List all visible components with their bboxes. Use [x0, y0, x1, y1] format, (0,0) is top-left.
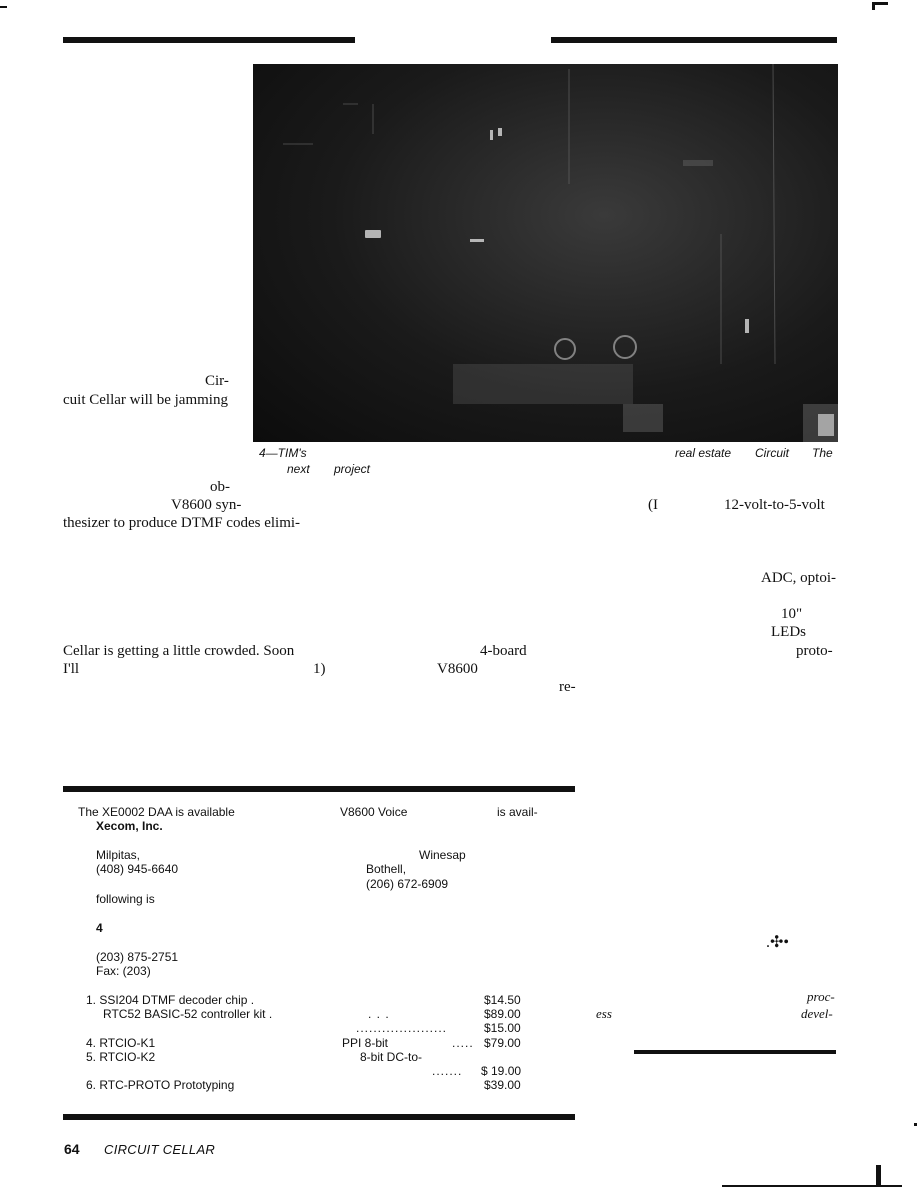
- source-line: 4: [96, 921, 103, 935]
- body-text-line: cuit Cellar will be jamming: [63, 392, 228, 408]
- source-fax: Fax: (203): [96, 964, 151, 978]
- price-list-leader: .......: [432, 1064, 463, 1078]
- body-text-line: (I: [648, 497, 658, 513]
- photo-detail-graphic: [253, 64, 838, 442]
- bottom-right-dot: [914, 1123, 917, 1126]
- photo-caption-figure-label: 4—TIM's: [259, 446, 307, 460]
- body-text-line: Cellar is getting a little crowded. Soon: [63, 643, 295, 659]
- top-rule-left: [63, 37, 355, 43]
- end-of-article-mark: .✣•: [766, 934, 790, 951]
- photo-caption-word: Circuit: [755, 446, 790, 460]
- source-city: Bothell,: [366, 862, 407, 876]
- price-list-item: 1. SSI204 DTMF decoder chip .: [86, 993, 255, 1007]
- source-street: Winesap: [419, 848, 466, 862]
- source-line: following is: [96, 892, 155, 906]
- body-text-line: ess: [596, 1006, 612, 1021]
- source-line: The XE0002 DAA is available: [78, 805, 235, 819]
- photo-caption-word: The: [812, 446, 833, 460]
- body-text-line: devel-: [801, 1006, 833, 1021]
- source-phone: (206) 672-6909: [366, 877, 449, 891]
- corner-mark-top-left: [0, 6, 7, 8]
- body-text-line: thesizer to produce DTMF codes elimi-: [63, 515, 301, 531]
- source-phone: (203) 875-2751: [96, 950, 179, 964]
- body-text-line: LEDs: [771, 624, 806, 640]
- price-list-item: 4. RTCIO-K1: [86, 1036, 156, 1050]
- price-list-item: 5. RTCIO-K2: [86, 1050, 156, 1064]
- body-text-line: V8600 syn-: [171, 497, 242, 513]
- source-line: V8600 Voice: [340, 805, 408, 819]
- column-rule: [634, 1050, 836, 1054]
- body-text-line: proc-: [807, 989, 835, 1004]
- body-text-line: proto-: [796, 643, 833, 659]
- body-text-line: 10": [781, 606, 803, 622]
- body-text-line: 12-volt-to-5-volt: [724, 497, 825, 513]
- source-line: is avail-: [497, 805, 538, 819]
- corner-mark-top-right-stem: [872, 2, 875, 10]
- top-rule-right: [551, 37, 837, 43]
- price-list-leader: . . .: [368, 1007, 390, 1021]
- body-text-line: V8600: [437, 661, 478, 677]
- magazine-name: CIRCUIT CELLAR: [104, 1142, 216, 1157]
- source-phone: (408) 945-6640: [96, 862, 179, 876]
- price-list-item: 6. RTC-PROTO Prototyping: [86, 1078, 235, 1092]
- sources-box-bottom-rule: [63, 1114, 575, 1120]
- price-list-description: PPI 8-bit: [342, 1036, 389, 1050]
- page-number: 64: [64, 1141, 80, 1157]
- price-list-leader: .....................: [356, 1021, 448, 1035]
- photo-caption-word: next: [287, 462, 310, 476]
- photo-caption-word: real estate: [675, 446, 732, 460]
- price-list-price: $89.00: [484, 1007, 521, 1021]
- price-list-leader: .....: [452, 1036, 474, 1050]
- circuit-board-photo: [253, 64, 838, 442]
- body-text-line: ADC, optoi-: [761, 570, 836, 586]
- price-list-price: $ 19.00: [481, 1064, 522, 1078]
- body-text-line: Cir-: [205, 373, 229, 389]
- photo-caption-word: project: [334, 462, 371, 476]
- body-text-line: re-: [559, 679, 576, 695]
- bottom-right-mark: [876, 1165, 881, 1187]
- price-list-description: 8-bit DC-to-: [360, 1050, 423, 1064]
- source-vendor-name: Xecom, Inc.: [96, 819, 163, 833]
- price-list-item: RTC52 BASIC-52 controller kit .: [103, 1007, 273, 1021]
- price-list-price: $15.00: [484, 1021, 521, 1035]
- body-text-line: 4-board: [480, 643, 527, 659]
- source-city: Milpitas,: [96, 848, 141, 862]
- price-list-price: $39.00: [484, 1078, 521, 1092]
- price-list-price: $14.50: [484, 993, 521, 1007]
- body-text-line: I'll: [63, 661, 80, 677]
- bottom-right-rule: [722, 1185, 902, 1187]
- body-text-line: 1): [313, 661, 326, 677]
- sources-box-top-rule: [63, 786, 575, 792]
- price-list-price: $79.00: [484, 1036, 521, 1050]
- body-text-line: ob-: [210, 479, 230, 495]
